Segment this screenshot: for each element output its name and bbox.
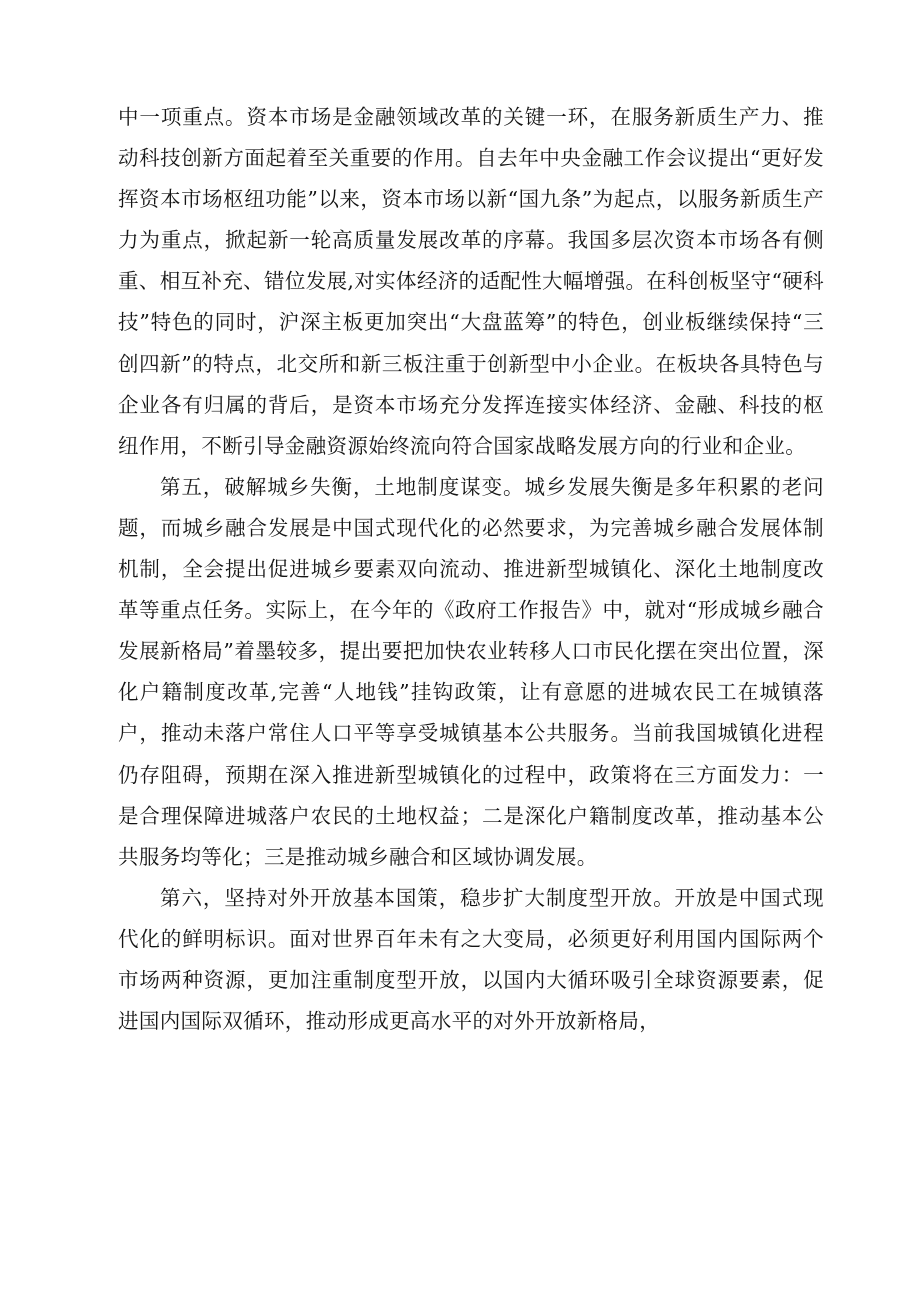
paragraph-capital-market: 中一项重点。资本市场是金融领域改革的关键一环，在服务新质生产力、推动科技创新方面起着至关重要的作用。自去年中央金融工作会议提出“更好发挥资本市场枢纽功能”以来，资本市场以新“国九条”为起点，以服务新质生产力为重点，掀起新一轮高质量发展改革的序幕。我国多层次资本市场各有侧重、相互补充、错位发展,对实体经济的适配性大幅增强。在科创板坚守“硬科技”特色的同时，沪深主板更加突出“大盘蓝筹”的特色，创业板继续保持“三创四新”的特点，北交所和新三板注重于创新型中小企业。在板块各具特色与企业各有归属的背后，是资本市场充分发挥连接实体经济、金融、科技的枢纽作用，不断引导金融资源始终流向符合国家战略发展方向的行业和企业。: [118, 105, 824, 458]
document-page: [118, 97, 824, 1042]
paragraph-opening-up: 第六，坚持对外开放基本国策，稳步扩大制度型开放。开放是中国式现代化的鲜明标识。面对世界百年未有之大变局，必须更好利用国内国际两个市场两种资源，更加注重制度型开放，以国内大循环吸引全球资源要素，促进国内国际双循环，推动形成更高水平的对外开放新格局，: [118, 885, 824, 1034]
paragraph-urban-rural: 第五，破解城乡失衡，土地制度谋变。城乡发展失衡是多年积累的老问题，而城乡融合发展是中国式现代化的必然要求，为完善城乡融合发展体制机制，全会提出促进城乡要素双向流动、推进新型城镇化、深化土地制度改革等重点任务。实际上，在今年的《政府工作报告》中，就对“形成城乡融合发展新格局”着墨较多，提出要把加快农业转移人口市民化摆在突出位置，深化户籍制度改革,完善“人地钱”挂钩政策，让有意愿的进城农民工在城镇落户，推动未落户常住人口平等享受城镇基本公共服务。当前我国城镇化进程仍存阻碍，预期在深入推进新型城镇化的过程中，政策将在三方面发力：一是合理保障进城落户农民的土地权益；二是深化户籍制度改革，推动基本公共服务均等化；三是推动城乡融合和区域协调发展。: [118, 474, 824, 869]
